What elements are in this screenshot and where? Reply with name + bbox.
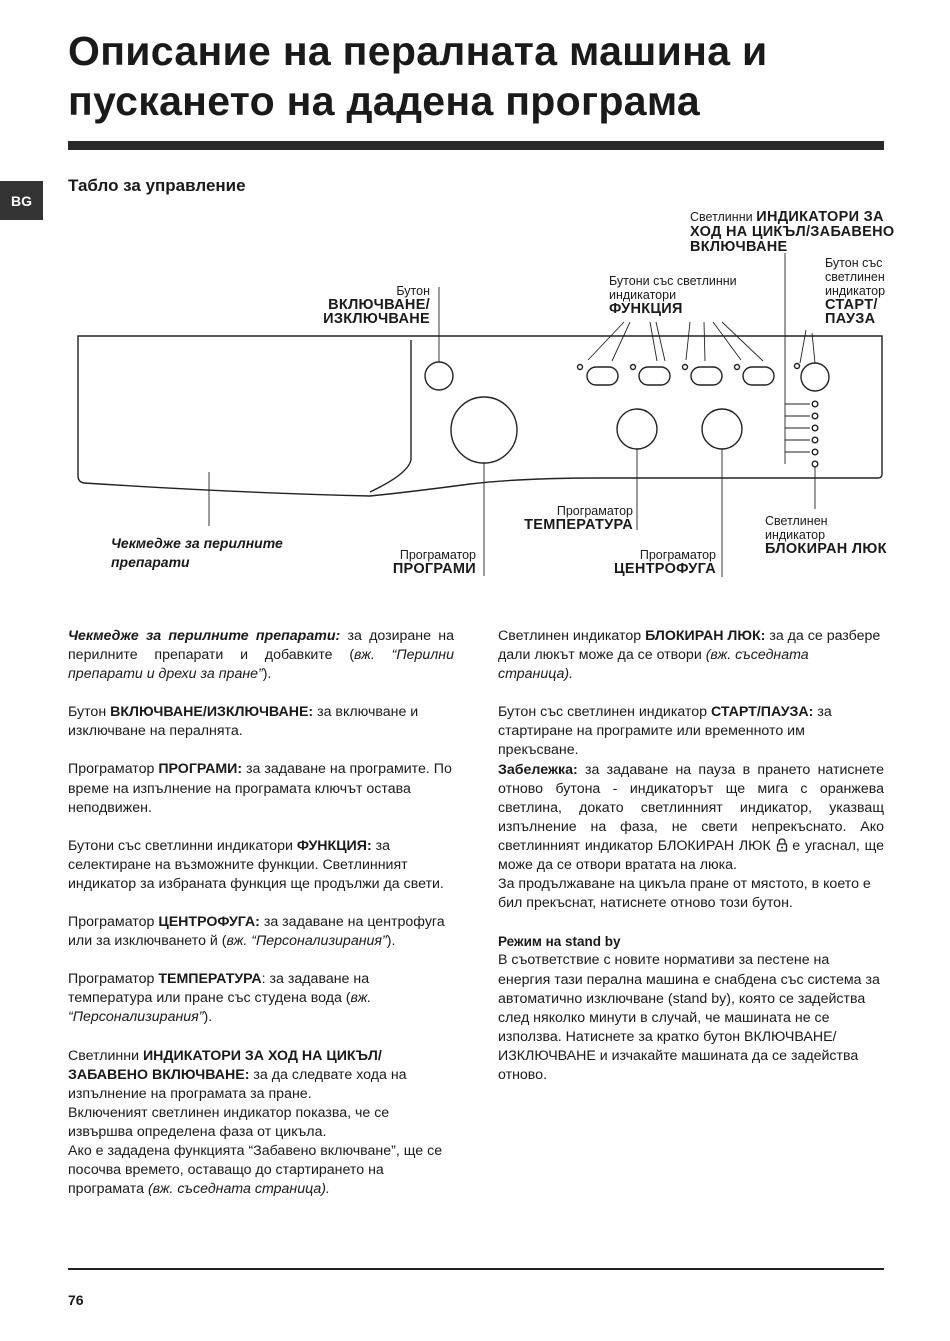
label-progress-name2: ХОД НА ЦИКЪЛ/ЗАБАВЕНО bbox=[690, 224, 895, 240]
lock-icon bbox=[776, 838, 788, 852]
label-door-lock-pre1: Светлинен bbox=[765, 514, 828, 528]
footer-rule bbox=[68, 1268, 884, 1270]
label-drawer-line2: препарати bbox=[111, 554, 190, 570]
label-progress-indicators bbox=[690, 209, 930, 255]
label-function bbox=[609, 274, 809, 316]
language-tab: BG bbox=[0, 181, 43, 220]
page-number: 76 bbox=[68, 1292, 84, 1308]
label-door-lock-name: БЛОКИРАН ЛЮК bbox=[765, 541, 887, 557]
on-off-button-shape bbox=[425, 362, 453, 390]
label-programs bbox=[296, 548, 476, 576]
label-programs-pre: Програматор bbox=[399, 548, 476, 562]
label-function-pre2: индикатори bbox=[609, 288, 677, 302]
paragraph-on-off: Бутон ВКЛЮЧВАНЕ/ИЗКЛЮЧВАНЕ: за включване и изключване на пералнята. bbox=[68, 704, 419, 740]
paragraph-progress-3: Ако е зададена функцията “Забавено включване”, ще се посочва времето, оставащо до стартирането на програмата (вж. съседната страница). bbox=[68, 1142, 443, 1198]
right-column bbox=[498, 627, 884, 1085]
paragraph-note: Забележка: за задаване на пауза в прането натиснете отново бутона - индикаторът ще мига с оранжева светлина, докато светлинният индикатор, указващ изпълнение на фаза, не свети непрекъснато. Ако светлинният индикатор БЛОКИРАН ЛЮК е угаснал, ще може да се отвори вратата на люка. bbox=[498, 761, 884, 874]
label-programs-name: ПРОГРАМИ bbox=[392, 561, 476, 577]
paragraph-standby: В съответствие с новите нормативи за пестене на енергия тази перална машина е снабдена със система за автоматично изключване (stand by), която се задейства след няколко минути в случай, че машината не се използва. Натиснете за кратко бутон ВКЛЮЧВАНЕ/ИЗКЛЮЧВАНЕ и изчакайте машината да се задейства отново. bbox=[498, 952, 880, 1083]
paragraph-door-lock: Светлинен индикатор БЛОКИРАН ЛЮК: за да се разбере дали люкът може да се отвори (вж. съседната страница). bbox=[498, 628, 881, 683]
function-button-1 bbox=[587, 367, 618, 385]
label-on-off-pre: Бутон bbox=[396, 284, 430, 298]
label-on-off-name1: ВКЛЮЧВАНЕ/ bbox=[328, 297, 430, 313]
paragraph-spin: Програматор ЦЕНТРОФУГА: за задаване на центрофуга или за изключването й (вж. “Персонализирания”). bbox=[68, 914, 445, 950]
drawer-edge bbox=[370, 340, 411, 492]
paragraph-programs: Програматор ПРОГРАМИ: за задаване на програмите. По време на изпълнение на програмата ключът остава неподвижен. bbox=[68, 761, 452, 816]
section-title: Табло за управление bbox=[68, 176, 246, 195]
paragraph-progress-2: Включеният светлинен индикатор показва, че се извършва определена фаза от цикъла. bbox=[68, 1104, 390, 1140]
label-temperature bbox=[453, 504, 633, 532]
label-spin-pre: Програматор bbox=[639, 548, 716, 562]
temperature-knob-shape bbox=[617, 409, 657, 449]
label-spin-name: ЦЕНТРОФУГА bbox=[614, 561, 716, 577]
title-underline bbox=[68, 141, 884, 150]
paragraph-temperature: Програматор ТЕМПЕРАТУРА: за задаване на температура или пране със студена вода (вж. “Персонализирания”). bbox=[68, 971, 372, 1026]
function-button-2 bbox=[639, 367, 670, 385]
label-progress-name1: ИНДИКАТОРИ ЗА bbox=[756, 209, 884, 225]
paragraph-function: Бутони със светлинни индикатори ФУНКЦИЯ: за селектиране на възможните функции. Светлинният индикатор за избраната функция ще продължи да свети. bbox=[68, 837, 444, 892]
function-button-4 bbox=[743, 367, 774, 385]
start-button-shape bbox=[801, 363, 829, 391]
label-spin bbox=[536, 548, 716, 576]
label-start-pause bbox=[825, 256, 935, 326]
label-door-lock bbox=[765, 514, 925, 556]
paragraph-resume: За продължаване на цикъла пране от мястото, в което е бил прекъснат, натиснете отново този бутон. bbox=[498, 876, 871, 912]
label-drawer-line1: Чекмедже за перилните bbox=[111, 535, 283, 551]
label-progress-name3: ВКЛЮЧВАНЕ bbox=[690, 239, 788, 255]
label-function-pre1: Бутони със светлинни bbox=[609, 274, 737, 288]
label-start-pre3: индикатор bbox=[825, 284, 886, 298]
label-temperature-pre: Програматор bbox=[556, 504, 633, 518]
spin-knob-shape bbox=[702, 409, 742, 449]
label-temperature-name: ТЕМПЕРАТУРА bbox=[524, 517, 633, 533]
label-start-name2: ПАУЗА bbox=[825, 311, 876, 327]
label-progress-pre: Светлинни bbox=[690, 210, 753, 224]
label-function-name: ФУНКЦИЯ bbox=[609, 301, 683, 317]
label-on-off bbox=[250, 284, 430, 326]
paragraph-start-pause: Бутон със светлинен индикатор СТАРТ/ПАУЗА: за стартиране на програмите или временното им прекъсване. bbox=[498, 704, 832, 759]
paragraph-detergent-drawer: Чекмедже за перилните препарати: за дозиране на перилните препарати и добавките (вж. “Перилни препарати и дрехи за пране”). bbox=[68, 628, 454, 683]
paragraph-progress: Светлинни ИНДИКАТОРИ ЗА ХОД НА ЦИКЪЛ/ЗАБАВЕНО ВКЛЮЧВАНЕ: за да следвате хода на изпълнение на програмата за пране. bbox=[68, 1047, 407, 1102]
standby-title: Режим на stand by bbox=[498, 934, 621, 950]
label-start-pre2: светлинен bbox=[825, 270, 885, 284]
left-column bbox=[68, 627, 454, 1199]
label-door-lock-pre2: индикатор bbox=[765, 528, 826, 542]
function-button-3 bbox=[691, 367, 722, 385]
label-start-pre1: Бутон със bbox=[825, 256, 883, 270]
label-on-off-name2: ИЗКЛЮЧВАНЕ bbox=[323, 311, 430, 327]
label-start-name1: СТАРТ/ bbox=[825, 297, 878, 313]
programs-knob-shape bbox=[451, 397, 517, 463]
page-title: Описание на пералната машина и пускането на дадена програма bbox=[68, 28, 768, 124]
